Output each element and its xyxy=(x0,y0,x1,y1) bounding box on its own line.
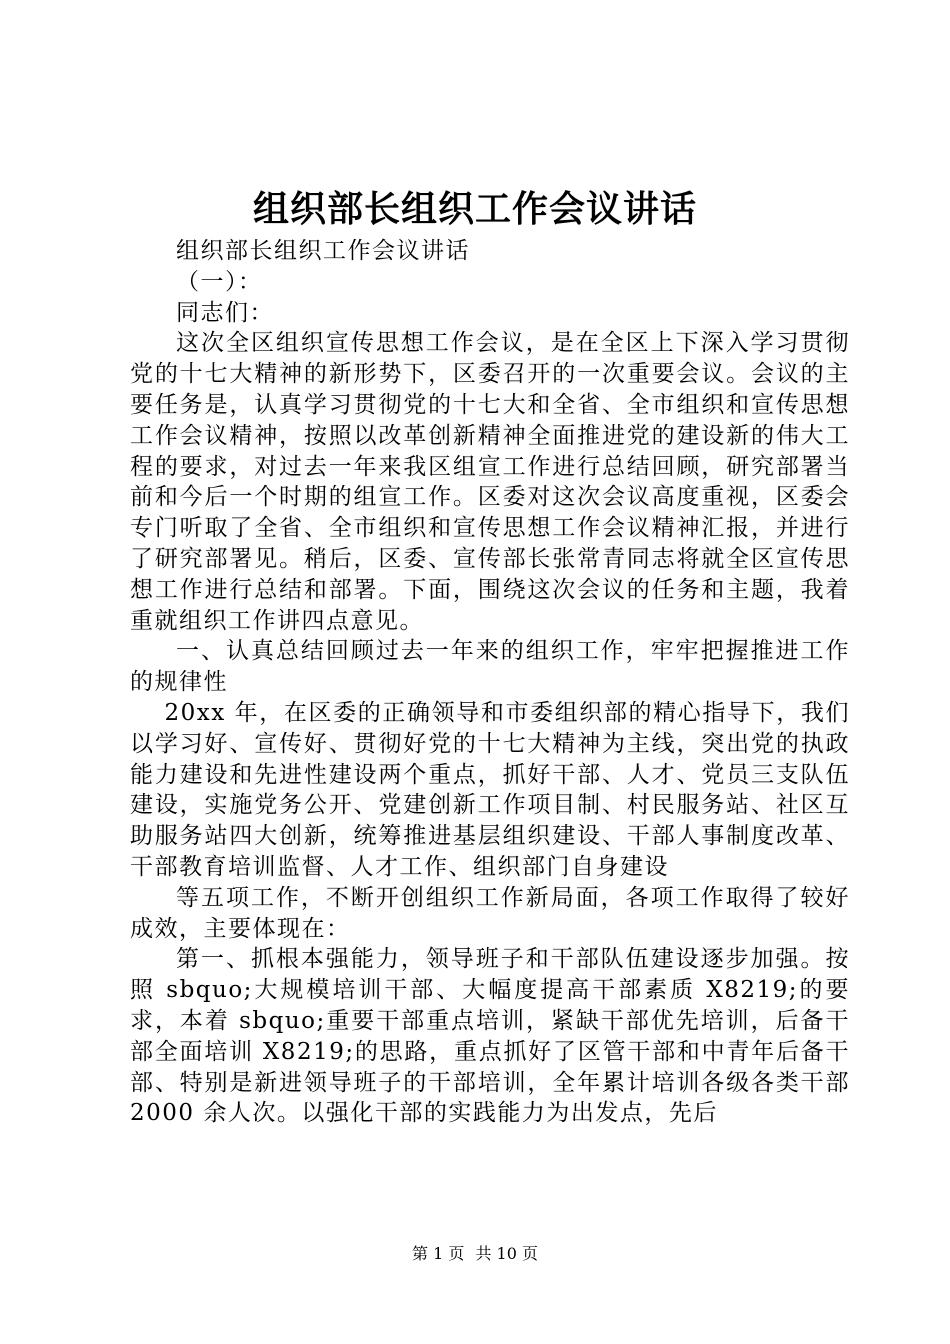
continuation-paragraph: 等五项工作，不断开创组织工作新局面，各项工作取得了较好成效，主要体现在： xyxy=(130,884,850,942)
subtitle-paragraph: 组织部长组织工作会议讲话 xyxy=(176,238,470,264)
page-footer xyxy=(0,1244,950,1264)
document-body xyxy=(130,236,850,1129)
heading-paragraph: 一、认真总结回顾过去一年来的组织工作，牢牢把握推进工作的规律性 xyxy=(130,638,850,696)
document-title: 组织部长组织工作会议讲话 xyxy=(252,188,697,230)
page-number: 第 1 页 xyxy=(412,1244,465,1263)
page-total: 共 10 页 xyxy=(475,1244,538,1263)
summary-paragraph: 20xx 年，在区委的正确领导和市委组织部的精心指导下，我们以学习好、宣传好、贯彻好党的十七大精神为主线，突出党的执政能力建设和先进性建设两个重点，抓好干部、人才、党员三支队伍建设，实施党务公开、党建创新工作项目制、村民服务站、社区互助服务站四大创新，统筹推进基层组织建设、干部人事制度改革、干部教育培训监督、人才工作、组织部门自身建设 xyxy=(130,699,850,880)
salutation-paragraph: 同志们： xyxy=(176,299,274,326)
intro-paragraph: 这次全区组织宣传思想工作会议，是在全区上下深入学习贯彻党的十七大精神的新形势下，区委召开的一次重要会议。会议的主要任务是，认真学习贯彻党的十七大和全省、全市组织和宣传思想工作会议精神，按照以改革创新精神全面推进党的建设新的伟大工程的要求，对过去一年来我区组宣工作进行总结回顾，研究部署当前和今后一个时期的组宣工作。区委对这次会议高度重视，区委会专门听取了全省、全市组织和宣传思想工作会议精神汇报，并进行了研究部署见。稍后，区委、宣传部长张常青同志将就全区宣传思想工作进行总结和部署。下面，围绕这次会议的任务和主题，我着重就组织工作讲四点意见。 xyxy=(130,330,850,634)
first-point-paragraph: 第一、抓根本强能力，领导班子和干部队伍建设逐步加强。按照 sbquo;大规模培训干部、大幅度提高干部素质 X8219;的要求，本着 sbquo;重要干部重点培训，紧缺干部优先培训，后备干部全面培训 X8219;的思路，重点抓好了区管干部和中青年后备干部、特别是新进领导班子的干部培训，全年累计培训各级各类干部 2000 余人次。以强化干部的实践能力为出发点，先后 xyxy=(130,946,850,1127)
section-marker-paragraph: （一）： xyxy=(176,268,263,295)
